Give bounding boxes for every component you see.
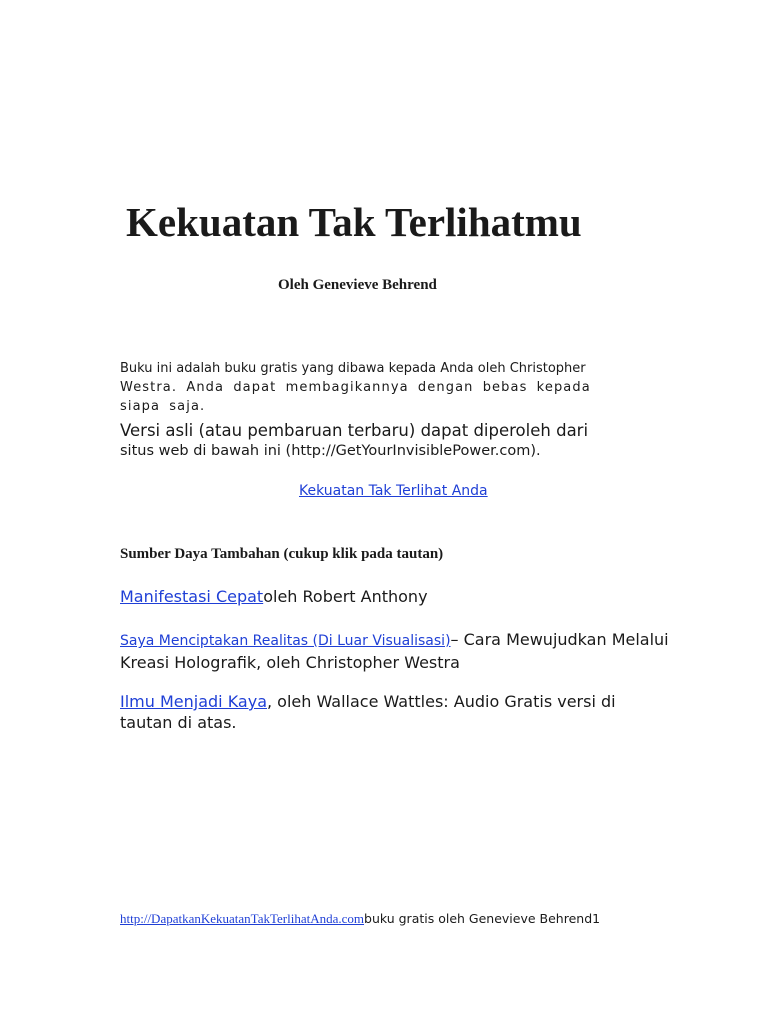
realitas-link[interactable]: Saya Menciptakan Realitas (Di Luar Visualisasi) (120, 633, 451, 649)
resource-item-realitas (120, 629, 680, 673)
page-footer (120, 911, 600, 927)
intro-line-1: Buku ini adalah buku gratis yang dibawa kepada Anda oleh Christopher (120, 361, 586, 376)
resource-text: oleh Robert Anthony (263, 587, 428, 606)
intro-paragraph (120, 359, 640, 416)
ilmu-menjadi-kaya-link[interactable]: Ilmu Menjadi Kaya (120, 692, 267, 711)
version-paragraph (120, 421, 660, 461)
footer-text: buku gratis oleh Genevieve Behrend (364, 911, 593, 926)
resource-text: , oleh Wallace Wattles: Audio Gratis versi di tautan di atas. (120, 692, 616, 732)
resource-item-kaya (120, 691, 640, 733)
manifestasi-cepat-link[interactable]: Manifestasi Cepat (120, 587, 264, 606)
author-line: Oleh Genevieve Behrend (278, 277, 437, 293)
resource-text: – Cara Mewujudkan Melalui Kreasi Holografik, oleh Christopher Westra (120, 630, 669, 672)
version-line-1: Versi asli (atau pembaruan terbaru) dapat diperoleh dari (120, 421, 589, 440)
version-line-2: situs web di bawah ini (http://GetYourInvisiblePower.com). (120, 443, 541, 459)
invisible-power-link[interactable]: Kekuatan Tak Terlihat Anda (299, 483, 488, 499)
page-number: 1 (592, 911, 601, 926)
resources-heading: Sumber Daya Tambahan (cukup klik pada tautan) (120, 546, 444, 562)
resource-item-manifestasi (120, 587, 428, 606)
footer-link[interactable]: http://DapatkanKekuatanTakTerlihatAnda.com (120, 911, 365, 926)
document-title: Kekuatan Tak Terlihatmu (126, 199, 582, 245)
intro-line-2: Westra. Anda dapat membagikannya dengan bebas kepada siapa saja. (120, 380, 591, 414)
